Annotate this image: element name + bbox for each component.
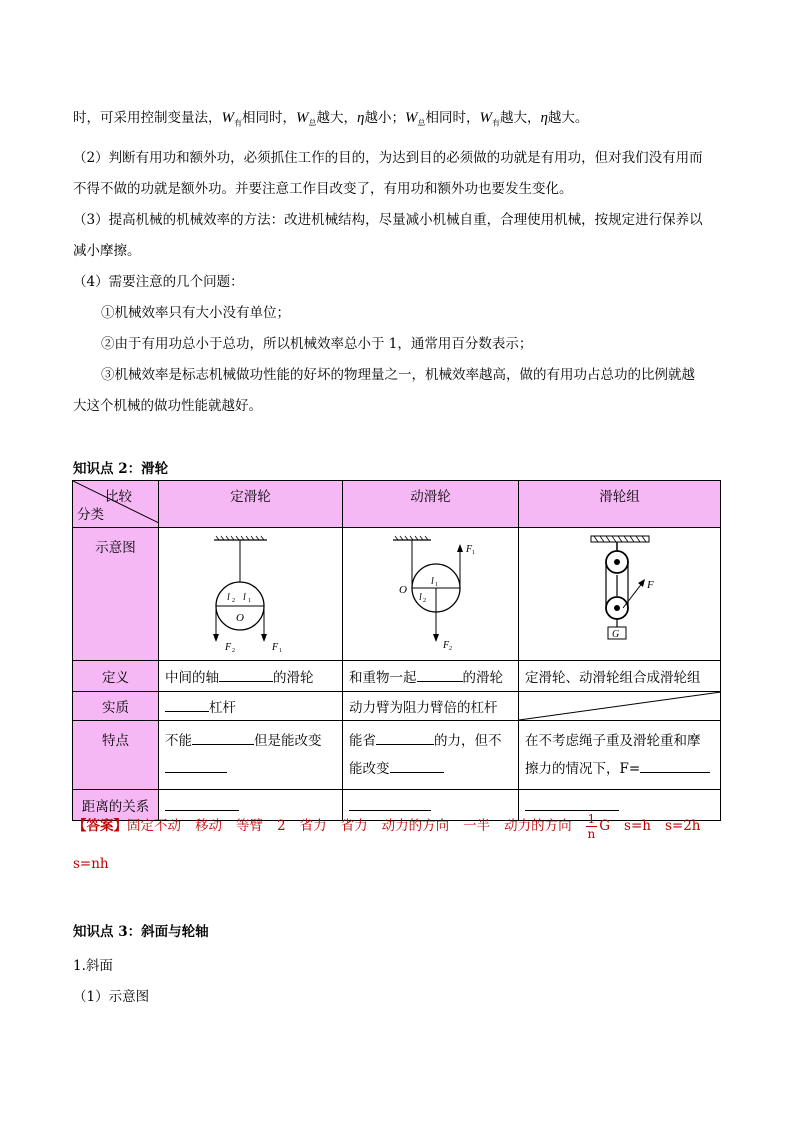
subheading-diagram: （1）示意图 [73, 989, 150, 1005]
w-subscript: 有 [491, 118, 500, 128]
table-header-row [73, 481, 721, 528]
col-header-movable: 动滑轮 [343, 481, 519, 528]
label-f1: F [272, 642, 279, 653]
answer-line [73, 812, 701, 841]
w-symbol: W [404, 110, 418, 126]
answer-item: 移动 [195, 818, 222, 834]
table-row-definition [73, 661, 721, 692]
label-f1-sub: 1 [472, 550, 475, 556]
subheading-incline: 1.斜面 [73, 958, 113, 974]
lower-axle [614, 605, 620, 611]
text: 和重物一起 [349, 670, 417, 686]
text: 的滑轮 [273, 670, 314, 686]
fraction-denominator: n [587, 827, 596, 841]
label-l2-sub: 2 [232, 598, 235, 604]
answer-fraction [586, 812, 598, 841]
blank-field[interactable] [349, 796, 431, 811]
answer-tag: 【答案】 [73, 818, 127, 834]
blank-field[interactable] [417, 667, 463, 682]
feat-movable [343, 721, 519, 790]
label-o: O [399, 584, 407, 596]
section-title-incline: 知识点 3：斜面与轮轴 [73, 924, 209, 940]
corner-top-label: 比较 [105, 489, 132, 505]
blank-field[interactable] [376, 730, 434, 745]
row-label-diagram: 示意图 [73, 528, 159, 661]
text-line-p4: （4）需要注意的几个问题： [73, 274, 244, 290]
text: 越大。 [547, 110, 589, 126]
text: 相同时， [425, 110, 480, 126]
upper-axle [614, 559, 620, 565]
answer-item: G [599, 818, 611, 834]
label-f: F [647, 579, 654, 591]
movable-pulley-diagram-cell [343, 528, 519, 661]
answer-item: 动力的方向 [381, 818, 450, 834]
pulley-block-diagram-cell [519, 528, 721, 661]
text: 中间的轴 [165, 670, 219, 686]
w-subscript: 有 [234, 118, 242, 128]
feat-fixed [159, 721, 343, 790]
label-l2: l [419, 592, 422, 603]
label-f2-sub: 2 [449, 646, 452, 652]
text: 的滑轮 [462, 670, 503, 686]
eta-symbol: η [357, 110, 365, 126]
table-row-feature [73, 721, 721, 790]
label-g: G [612, 629, 620, 640]
text: 越小； [364, 110, 405, 126]
text: 能省 [349, 733, 376, 749]
text: 越大， [316, 110, 357, 126]
feat-block [519, 721, 721, 790]
fixed-pulley-diagram-cell [159, 528, 343, 661]
text: 越大， [499, 110, 541, 126]
text-line-1 [73, 106, 588, 129]
row-label-distance: 距离的关系 [73, 790, 159, 821]
answer-item: 动力的方向 [504, 818, 572, 834]
text: 杠杆 [209, 700, 236, 716]
text-line-p2-1: （2）判断有用功和额外功，必须抓住工作的目的，为达到目的必须做的功就是有用功，但对我们没有用而 [73, 150, 703, 166]
text-line-p2-2: 不得不做的功就是额外功。并要注意工作目改变了，有用功和额外功也要发生变化。 [73, 181, 573, 197]
ess-fixed [159, 692, 343, 721]
label-l1: l [243, 592, 246, 603]
text-line-p3-1: （3）提高机械的机械效率的方法：改进机械结构，尽量减小机械自重，合理使用机械，按规定进行保养以 [73, 212, 703, 228]
ess-block-empty [519, 692, 721, 721]
def-block: 定滑轮、动滑轮组合成滑轮组 [519, 661, 721, 692]
label-l1-sub: 1 [435, 582, 438, 588]
answer-line-2: s=nh [73, 856, 109, 872]
corner-cell [73, 481, 159, 528]
label-o: O [236, 612, 244, 624]
label-l2: l [227, 592, 230, 603]
blank-field[interactable] [390, 758, 444, 773]
label-l1-sub: 1 [248, 598, 251, 604]
section-title-pulley: 知识点 2：滑轮 [73, 461, 169, 477]
answer-item: 一半 [463, 818, 491, 834]
def-movable [343, 661, 519, 692]
pulley-table [72, 480, 721, 821]
blank-field[interactable] [165, 796, 239, 811]
text-line-p4-2: ②由于有用功总小于总功，所以机械效率总小于 1，通常用百分数表示； [101, 336, 533, 352]
label-f2: F [225, 642, 232, 653]
text-line-p4-1: ①机械效率只有大小没有单位； [101, 305, 290, 321]
answer-item: s=2h [664, 818, 701, 834]
diagonal-line [519, 692, 721, 720]
blank-field[interactable] [165, 697, 209, 712]
answer-item: 等臂 [236, 818, 263, 834]
ess-movable: 动力臂为阻力臂倍的杠杆 [343, 692, 519, 721]
text-line-p3-2: 减小摩擦。 [73, 243, 141, 259]
row-label-definition: 定义 [73, 661, 159, 692]
pulley-block-diagram [519, 530, 721, 654]
answer-item: s=h [624, 818, 651, 834]
label-f2-sub: 2 [232, 648, 235, 654]
arrow-f [638, 579, 645, 587]
answer-item: 省力 [299, 818, 327, 834]
corner-bottom-label: 分类 [77, 507, 104, 523]
eta-symbol: η [540, 110, 548, 126]
label-f1-sub: 1 [279, 648, 282, 654]
table-row-essence [73, 692, 721, 721]
arrow-f1 [457, 544, 463, 552]
text-line-p4-3a: ③机械效率是标志机械做功性能的好坏的物理量之一，机械效率越高，做的有用功占总功的比例就越 [101, 367, 695, 383]
movable-pulley-diagram [343, 530, 519, 654]
label-f1: F [466, 544, 473, 555]
row-label-essence: 实质 [73, 692, 159, 721]
label-l2-sub: 2 [423, 598, 426, 604]
text: 不能 [165, 733, 192, 749]
answer-item: 固定不动 [127, 818, 181, 834]
text: 能改变 [349, 761, 390, 777]
text: 在不考虑绳子重及滑轮重和摩 [525, 733, 701, 749]
w-symbol: W [221, 110, 234, 126]
row-label-feature: 特点 [73, 721, 159, 790]
blank-field[interactable] [219, 667, 273, 682]
arrow-f2 [213, 634, 219, 642]
col-header-block: 滑轮组 [519, 481, 721, 528]
fraction-numerator: 1 [587, 812, 596, 826]
w-symbol: W [296, 110, 309, 126]
text: 的力，但不 [434, 733, 502, 749]
arrow-f1 [261, 634, 267, 642]
blank-field[interactable] [640, 758, 710, 773]
blank-field[interactable] [525, 796, 619, 811]
blank-field[interactable] [192, 730, 254, 745]
pull-rope [623, 582, 643, 608]
w-subscript: 总 [308, 118, 317, 128]
text: 但是能改变 [254, 733, 322, 749]
w-symbol: W [479, 110, 492, 126]
label-l1: l [431, 576, 434, 587]
table-row-diagram [73, 528, 721, 661]
text: 擦力的情况下，F= [525, 761, 641, 777]
arrow-f2 [433, 634, 439, 642]
text-line-p4-3b: 大这个机械的做功性能就越好。 [73, 398, 262, 414]
def-fixed [159, 661, 343, 692]
blank-field[interactable] [165, 758, 227, 773]
text: 时，可采用控制变量法， [73, 110, 222, 126]
answer-item: 省力 [340, 818, 368, 834]
w-subscript: 总 [417, 118, 426, 128]
text: 相同时， [242, 110, 296, 126]
answer-item: 2 [277, 818, 286, 834]
label-f2: F [443, 640, 450, 651]
fixed-pulley-diagram [159, 530, 343, 654]
col-header-fixed: 定滑轮 [159, 481, 343, 528]
